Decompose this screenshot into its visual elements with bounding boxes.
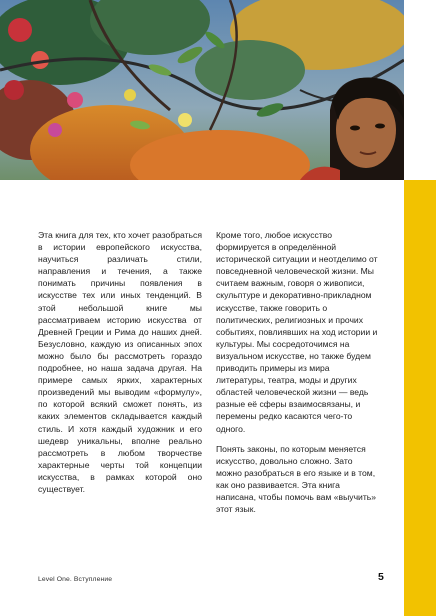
article-text-columns bbox=[38, 229, 378, 549]
running-footer-section: Level One. Вступление bbox=[38, 576, 113, 583]
accent-side-strip bbox=[404, 180, 436, 616]
painting-illustration bbox=[0, 0, 404, 180]
left-column bbox=[38, 229, 202, 503]
right-paragraph-2: Понять законы, по которым меняется искусство, довольно сложно. Зато можно разобраться в его языке и в том, как оно развивается. Эта книга написана, чтобы помочь вам «выучить» этот язык. bbox=[216, 443, 377, 515]
right-paragraph-1: Кроме того, любое искусство формируется в определённой исторической ситуации и неотделимо от повседневной человеческой жизни. Мы считаем важным, говоря о живописи, скульптуре и декоративно-прикладном искусстве, также говорить о политических, религиозных и прочих событиях, повлиявших на ход истории и культуры. Мы сосредоточимся на визуальном искусстве, но также будем приводить примеры из мира литературы, театра, моды и других областей человеческой жизни — ведь разные её сферы взаимосвязаны, и перемены редко касаются чего-то одного. bbox=[216, 230, 378, 434]
page-number: 5 bbox=[378, 571, 384, 583]
left-paragraph-1: Эта книга для тех, кто хочет разобраться в истории европейского искусства, научиться различать стили, направления и течения, а также понимать причины появления в искусстве тех или иных тенденций. В этой небольшой книге мы рассматриваем историю искусства от Древней Греции и Рима до наших дней. Безусловно, каждую из описанных эпох можно было бы рассмотреть гораздо подробнее, но наша задача другая. На примере самых ярких, характерных произведений мы выводим «формулу», по которой всякий сможет понять, из каких элементов складывается каждый стиль. И хотя каждый художник и его шедевр уникальны, вполне реально рассмотреть в любом творчестве характерные черты той концепции искусства, в рамках которой оно существует. bbox=[38, 230, 202, 494]
right-column bbox=[216, 229, 380, 523]
painting-image bbox=[0, 0, 404, 180]
